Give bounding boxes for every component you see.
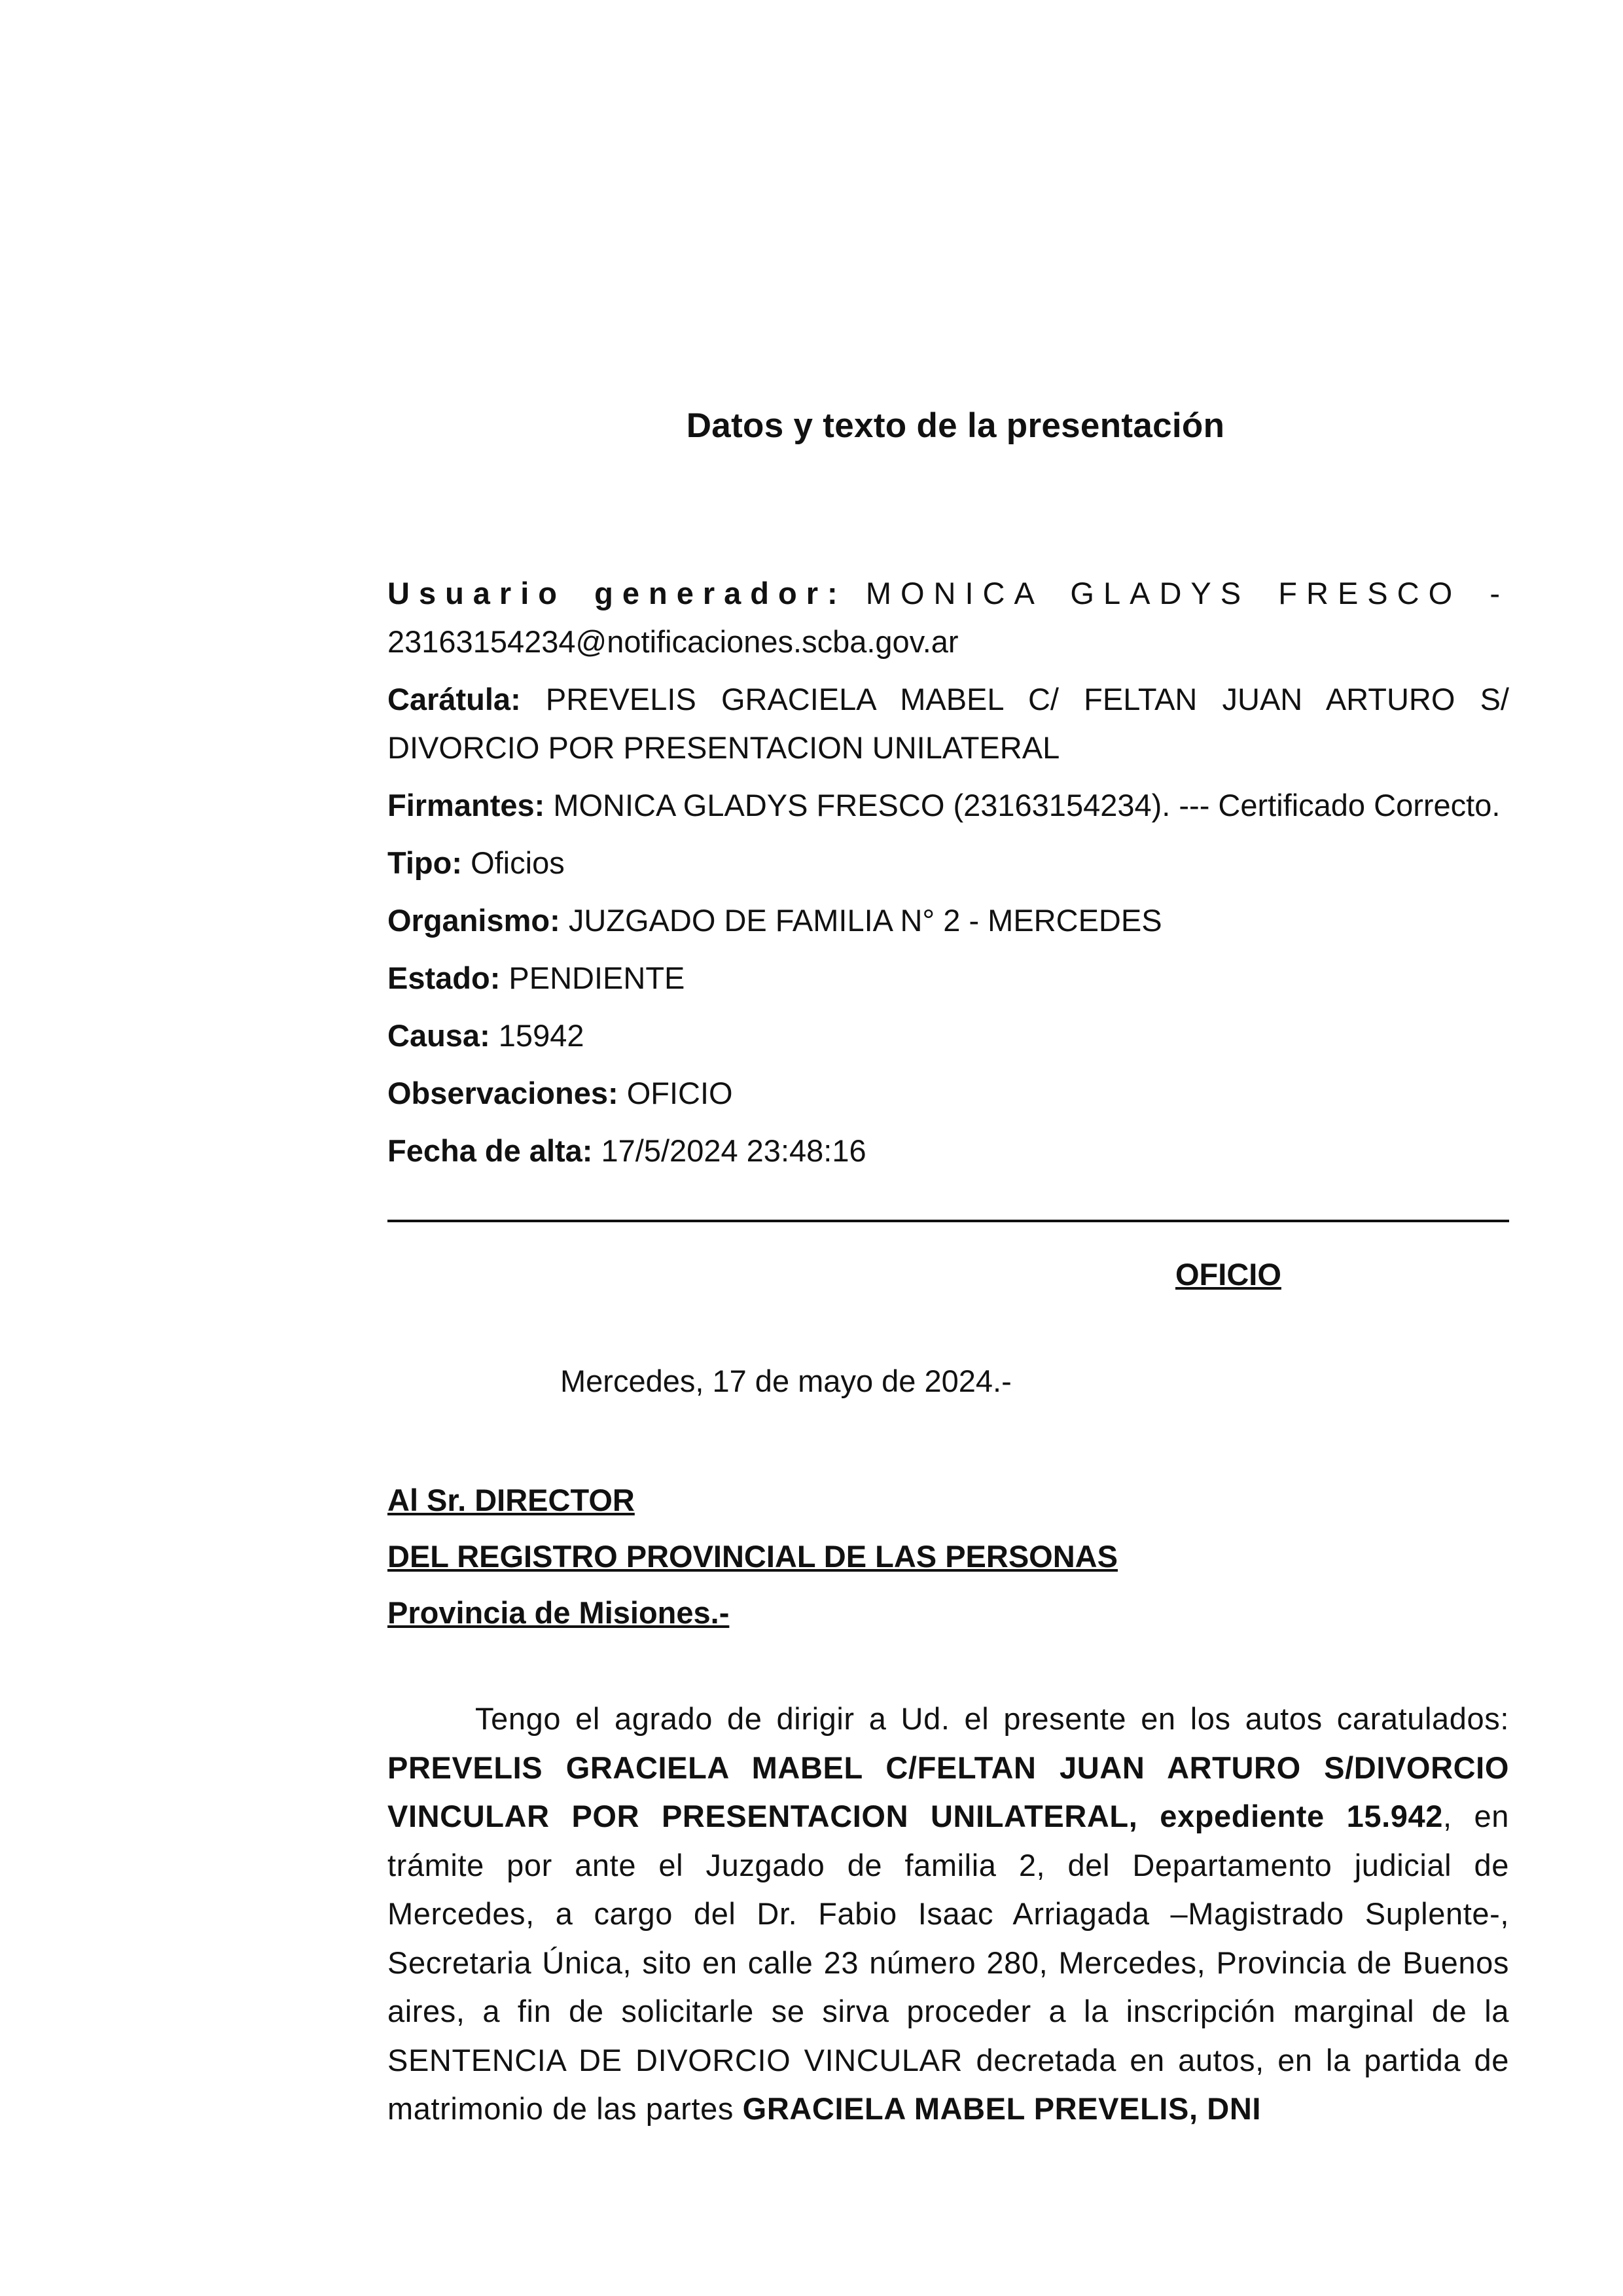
- body-text-part-1: Tengo el agrado de dirigir a Ud. el presente en los autos caratulados:: [475, 1701, 1509, 1736]
- tipo-value: Oficios: [471, 845, 565, 880]
- organismo-label: Organismo:: [387, 903, 560, 938]
- firmantes-value: MONICA GLADYS FRESCO (23163154234). --- Certificado Correcto.: [553, 788, 1501, 822]
- estado-label: Estado:: [387, 961, 501, 995]
- fecha-alta-row: [387, 1127, 1509, 1175]
- addressee-line-3: Provincia de Misiones.-: [387, 1595, 730, 1630]
- usuario-generador-email-row: [387, 618, 1509, 666]
- caratula-label: Carátula:: [387, 682, 521, 716]
- caratula-row: [387, 675, 1509, 772]
- estado-value: PENDIENTE: [508, 961, 685, 995]
- place-date: Mercedes, 17 de mayo de 2024.-: [560, 1364, 1012, 1398]
- tipo-label: Tipo:: [387, 845, 462, 880]
- presentation-metadata: [387, 569, 1509, 1184]
- causa-row: [387, 1012, 1509, 1060]
- addressee-block: [387, 1472, 1118, 1641]
- usuario-generador-name: MONICA GLADYS FRESCO -: [865, 576, 1509, 610]
- organismo-value: JUZGADO DE FAMILIA N° 2 - MERCEDES: [568, 903, 1162, 938]
- body-party-name: GRACIELA MABEL PREVELIS, DNI: [742, 2091, 1262, 2126]
- observaciones-label: Observaciones:: [387, 1076, 618, 1110]
- tipo-row: [387, 839, 1509, 887]
- caratula-value: PREVELIS GRACIELA MABEL C/ FELTAN JUAN ARTURO S/ DIVORCIO POR PRESENTACION UNILATERAL: [387, 682, 1509, 765]
- observaciones-row: [387, 1069, 1509, 1118]
- addressee-line-2: DEL REGISTRO PROVINCIAL DE LAS PERSONAS: [387, 1539, 1118, 1574]
- addressee-line-1: Al Sr. DIRECTOR: [387, 1483, 635, 1517]
- observaciones-value: OFICIO: [626, 1076, 733, 1110]
- usuario-generador-row: [387, 569, 1509, 618]
- oficio-body-paragraph: [387, 1695, 1509, 2134]
- body-case-title: PREVELIS GRACIELA MABEL C/FELTAN JUAN ARTURO S/DIVORCIO VINCULAR POR PRESENTACION UNILATERAL, expediente 15.942: [387, 1750, 1509, 1833]
- oficio-heading: OFICIO: [1175, 1257, 1281, 1292]
- page-title: Datos y texto de la presentación: [686, 406, 1225, 445]
- fecha-alta-value: 17/5/2024 23:48:16: [601, 1133, 866, 1168]
- estado-row: [387, 954, 1509, 1002]
- section-divider: [387, 1220, 1509, 1222]
- firmantes-label: Firmantes:: [387, 788, 545, 822]
- body-text-part-2: , en trámite por ante el Juzgado de familia 2, del Departamento judicial de Mercedes, a cargo del Dr. Fabio Isaac Arriagada –Magistrado Suplente-, Secretaria Única, sito en calle 23 número 280, Mercedes, Provincia de Buenos aires, a fin de solicitarle se sirva proceder a la inscripción marginal de la SENTENCIA DE DIVORCIO VINCULAR decretada en autos, en la partida de matrimonio de las partes: [387, 1799, 1509, 2126]
- organismo-row: [387, 896, 1509, 945]
- fecha-alta-label: Fecha de alta:: [387, 1133, 593, 1168]
- usuario-generador-label: Usuario generador:: [387, 576, 847, 610]
- causa-value: 15942: [498, 1018, 584, 1053]
- usuario-generador-email: 23163154234@notificaciones.scba.gov.ar: [387, 624, 959, 659]
- firmantes-row: [387, 781, 1509, 830]
- causa-label: Causa:: [387, 1018, 490, 1053]
